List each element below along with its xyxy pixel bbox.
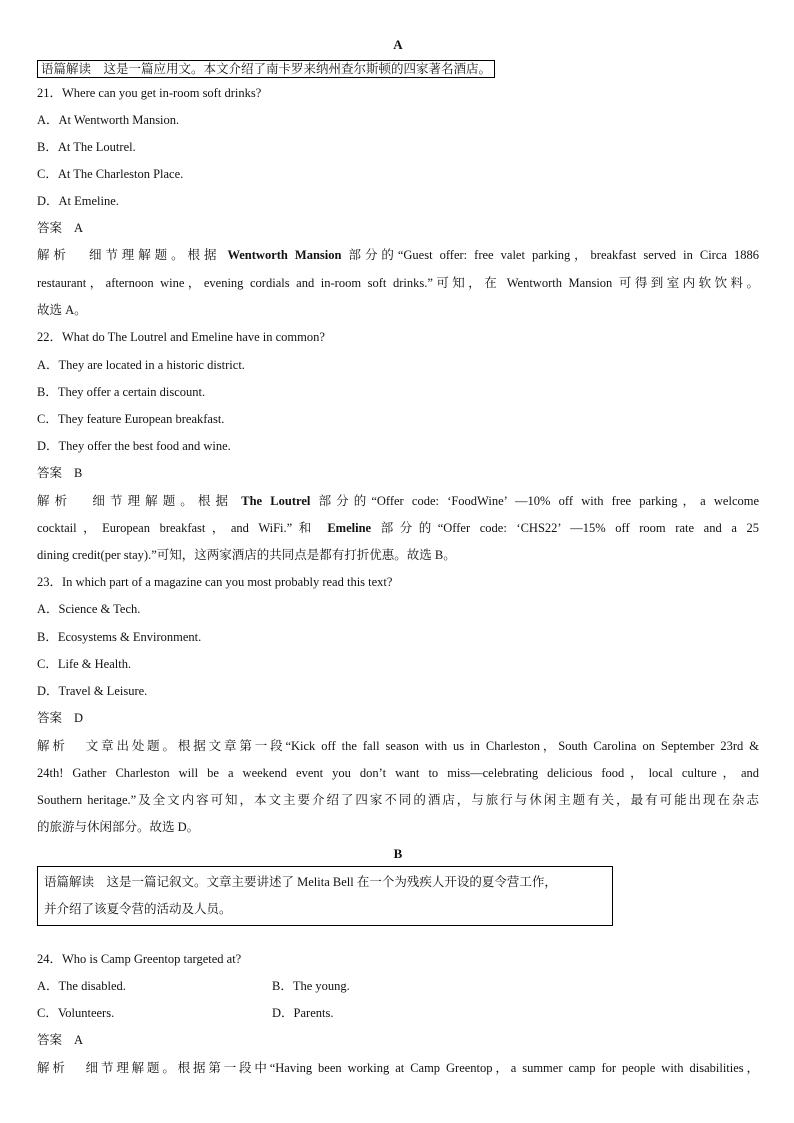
q24-option-d: D．Parents. [272, 1006, 334, 1020]
analysis-text: 部分的“Offer code: ‘CHS22’ —15% off room rate and a 25 [380, 521, 759, 535]
q23-option-c: C．Life & Health. [37, 657, 132, 671]
q24-option-b: B．The young. [272, 979, 350, 993]
q21-analysis-line-2: restaurant，afternoon wine，evening cordials and in-room soft drinks.”可知，在 Wentworth Mansion 可得到室内软饮料。 [37, 276, 759, 290]
answer-label: 答案 [37, 711, 63, 725]
analysis-text: 文章出处题。根据文章第一段“Kick off the fall season with us in Charleston，South Carolina on September 23rd & [85, 739, 759, 753]
q21-option-a: A．At Wentworth Mansion. [37, 113, 180, 127]
q22-option-c: C．They feature European breakfast. [37, 412, 225, 426]
q23-analysis-line-1 [37, 738, 759, 755]
q24-answer [37, 1032, 83, 1049]
q24-option-a: A．The disabled. [37, 979, 126, 993]
section-b-heading: B [393, 846, 403, 861]
answer-value: D [74, 711, 84, 725]
analysis-label: 解析 [37, 1061, 68, 1075]
q23-analysis-line-2: 24th! Gather Charleston will be a weekend event you don’t want to miss—celebrating delicious food，local culture，and [37, 766, 759, 780]
q22-analysis-line-3: dining credit(per stay).”可知，这两家酒店的共同点是都有打折优惠。故选 B。 [37, 548, 456, 562]
q23-option-a: A．Science & Tech. [37, 602, 141, 616]
q21-answer [37, 220, 83, 237]
answer-value: A [74, 221, 84, 235]
analysis-text: cocktail，European breakfast，and WiFi.”和 [37, 521, 318, 535]
analysis-text: 细节理解题。根据 [92, 494, 234, 508]
analysis-text: 细节理解题。根据第一段中“Having been working at Camp Greentop，a summer camp for people with disabilities， [85, 1061, 759, 1075]
analysis-text: 细节理解题。根据 [88, 248, 221, 262]
q22-option-b: B．They offer a certain discount. [37, 385, 206, 399]
q22-question: 22．What do The Loutrel and Emeline have in common? [37, 330, 325, 344]
q23-question: 23．In which part of a magazine can you most probably read this text? [37, 575, 393, 589]
answer-label: 答案 [37, 466, 63, 480]
q21-question: 21．Where can you get in-room soft drinks? [37, 86, 262, 100]
section-a-summary: 语篇解读 这是一篇应用文。本文介绍了南卡罗来纳州查尔斯顿的四家著名酒店。 [37, 60, 495, 78]
q23-option-b: B．Ecosystems & Environment. [37, 630, 202, 644]
q21-option-d: D．At Emeline. [37, 194, 119, 208]
analysis-label: 解析 [37, 739, 68, 753]
answer-label: 答案 [37, 221, 63, 235]
q24-options-row-2 [37, 1005, 333, 1022]
section-b-summary [37, 866, 613, 926]
q24-analysis-line-1 [37, 1060, 759, 1077]
analysis-bold-text: Emeline [327, 521, 372, 535]
section-b-summary-line-1: 语篇解读 这是一篇记叙文。文章主要讲述了 Melita Bell 在一个为残疾人开设的夏令营工作， [44, 875, 557, 889]
q22-analysis-line-1 [37, 493, 759, 510]
q23-analysis-line-3: Southern heritage.”及全文内容可知，本文主要介绍了四家不同的酒店，与旅行与休闲主题有关，最有可能出现在杂志 [37, 793, 759, 807]
analysis-bold-text: The Loutrel [241, 494, 311, 508]
section-a-heading: A [393, 37, 403, 52]
q24-option-c: C．Volunteers. [37, 1006, 115, 1020]
q22-option-d: D．They offer the best food and wine. [37, 439, 231, 453]
answer-value: A [74, 1033, 84, 1047]
analysis-text: 部分的“Guest offer: free valet parking，breakfast served in Circa 1886 [348, 248, 759, 262]
q21-option-c: C．At The Charleston Place. [37, 167, 184, 181]
q22-answer [37, 465, 82, 482]
analysis-bold-text: Wentworth Mansion [227, 248, 342, 262]
q22-analysis-line-2 [37, 520, 759, 537]
q23-option-d: D．Travel & Leisure. [37, 684, 148, 698]
analysis-label: 解析 [37, 494, 73, 508]
section-b-summary-line-2: 并介绍了该夏令营的活动及人员。 [44, 902, 232, 916]
answer-label: 答案 [37, 1033, 63, 1047]
analysis-text: 部分的“Offer code: ‘FoodWine’ —10% off with free parking，a welcome [318, 494, 760, 508]
analysis-label: 解析 [37, 248, 70, 262]
q23-answer [37, 710, 83, 727]
q21-analysis-line-3: 故选 A。 [37, 303, 87, 317]
q21-analysis-line-1 [37, 247, 759, 264]
q23-analysis-line-4: 的旅游与休闲部分。故选 D。 [37, 820, 200, 834]
q21-option-b: B．At The Loutrel. [37, 140, 136, 154]
q22-option-a: A．They are located in a historic district. [37, 358, 245, 372]
q24-question: 24．Who is Camp Greentop targeted at? [37, 952, 242, 966]
q24-options-row-1 [37, 978, 350, 995]
answer-value: B [74, 466, 83, 480]
